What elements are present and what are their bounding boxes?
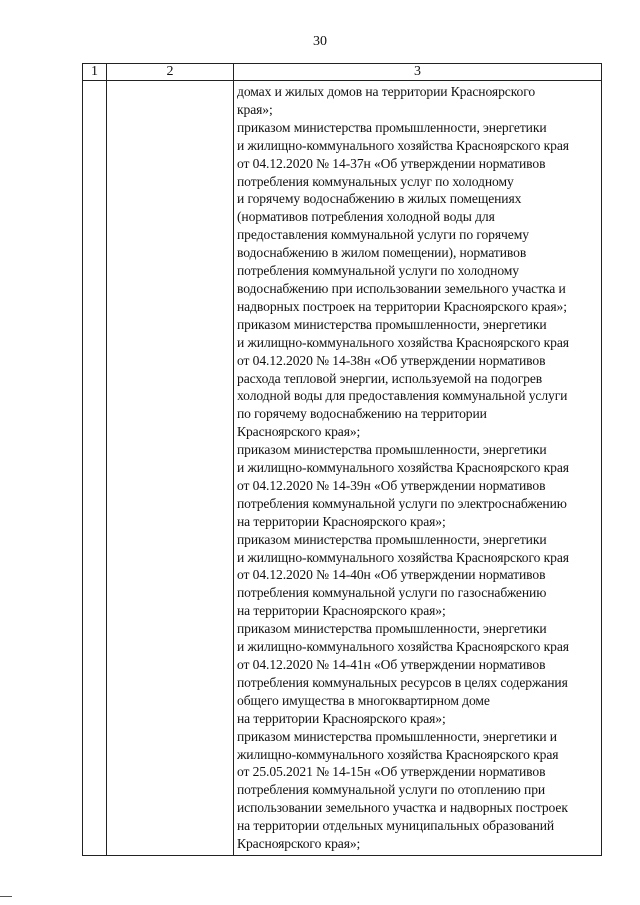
column-2-header: 2 [107, 64, 234, 81]
text-line: Красноярского края»; [237, 836, 361, 852]
text-line: (нормативов потребления холодной воды для [237, 209, 495, 225]
text-line: по горячему водоснабжению на территории [237, 406, 487, 422]
text-line: общего имущества в многоквартирном доме [237, 692, 490, 708]
text-line: от 04.12.2020 № 14-39н «Об утверждении нормативов [237, 477, 546, 493]
text-line: от 25.05.2021 № 14-15н «Об утверждении нормативов [237, 764, 546, 780]
text-line: использовании земельного участка и надворных построек [237, 800, 568, 816]
column-2-cell [107, 81, 234, 856]
column-3-cell [234, 81, 602, 856]
column-3-text [234, 81, 601, 855]
text-line: от 04.12.2020 № 14-41н «Об утверждении нормативов [237, 657, 546, 672]
text-line: приказом министерства промышленности, энергетики [237, 316, 547, 332]
page-number: 30 [313, 34, 327, 49]
text-line: и жилищно-коммунального хозяйства Красноярского края [237, 334, 569, 350]
text-line: потребления коммунальных ресурсов в целях содержания [237, 674, 568, 690]
text-line: водоснабжению при использовании земельного участка и [237, 280, 566, 296]
table-header-row [83, 64, 602, 81]
text-line: потребления коммунальной услуги по газоснабжению [237, 585, 547, 601]
text-line: расхода тепловой энергии, используемой на подогрев [237, 370, 543, 386]
text-line: предоставления коммунальной услуги по горячему [237, 227, 529, 243]
text-line: от 04.12.2020 № 14-38н «Об утверждении нормативов [237, 352, 546, 368]
text-line: от 04.12.2020 № 14-37н «Об утверждении нормативов [237, 155, 546, 171]
text-line: приказом министерства промышленности, энергетики и [237, 728, 557, 744]
text-line: потребления коммунальной услуги по электроснабжению [237, 495, 567, 511]
column-1-cell [83, 81, 107, 856]
corner-mark [0, 896, 12, 897]
column-3-header: 3 [234, 64, 602, 81]
text-line: на территории отдельных муниципальных образований [237, 818, 555, 834]
text-line: на территории Красноярского края»; [237, 710, 446, 726]
text-line: края»; [237, 101, 273, 117]
text-line: водоснабжению в жилом помещении), нормативов [237, 245, 527, 261]
text-line: от 04.12.2020 № 14-40н «Об утверждении нормативов [237, 567, 546, 583]
document-table [82, 63, 602, 856]
text-line: на территории Красноярского края»; [237, 513, 446, 529]
table-body-row [83, 81, 602, 856]
text-line: Красноярского края»; [237, 424, 361, 440]
text-line: потребления коммунальной услуги по холодному [237, 263, 519, 279]
text-line: и горячему водоснабжению в жилых помещениях [237, 191, 522, 207]
text-line: надворных построек на территории Красноярского края»; [237, 298, 567, 314]
text-line: на территории Красноярского края»; [237, 603, 446, 619]
text-line: приказом министерства промышленности, энергетики [237, 442, 547, 458]
text-line: потребления коммунальных услуг по холодному [237, 173, 514, 189]
text-line: домах и жилых домов на территории Красноярского [237, 84, 536, 99]
text-line: холодной воды для предоставления коммунальной услуги [237, 388, 568, 404]
text-line: потребления коммунальной услуги по отоплению при [237, 782, 546, 798]
text-line: приказом министерства промышленности, энергетики [237, 621, 547, 637]
text-line: приказом министерства промышленности, энергетики [237, 531, 547, 547]
text-line: жилищно-коммунального хозяйства Красноярского края [237, 746, 559, 762]
column-1-header: 1 [83, 64, 107, 81]
text-line: и жилищно-коммунального хозяйства Красноярского края [237, 137, 569, 153]
text-line: и жилищно-коммунального хозяйства Красноярского края [237, 549, 569, 565]
text-line: приказом министерства промышленности, энергетики [237, 119, 547, 135]
text-line: и жилищно-коммунального хозяйства Красноярского края [237, 639, 569, 655]
text-line: и жилищно-коммунального хозяйства Красноярского края [237, 460, 569, 476]
